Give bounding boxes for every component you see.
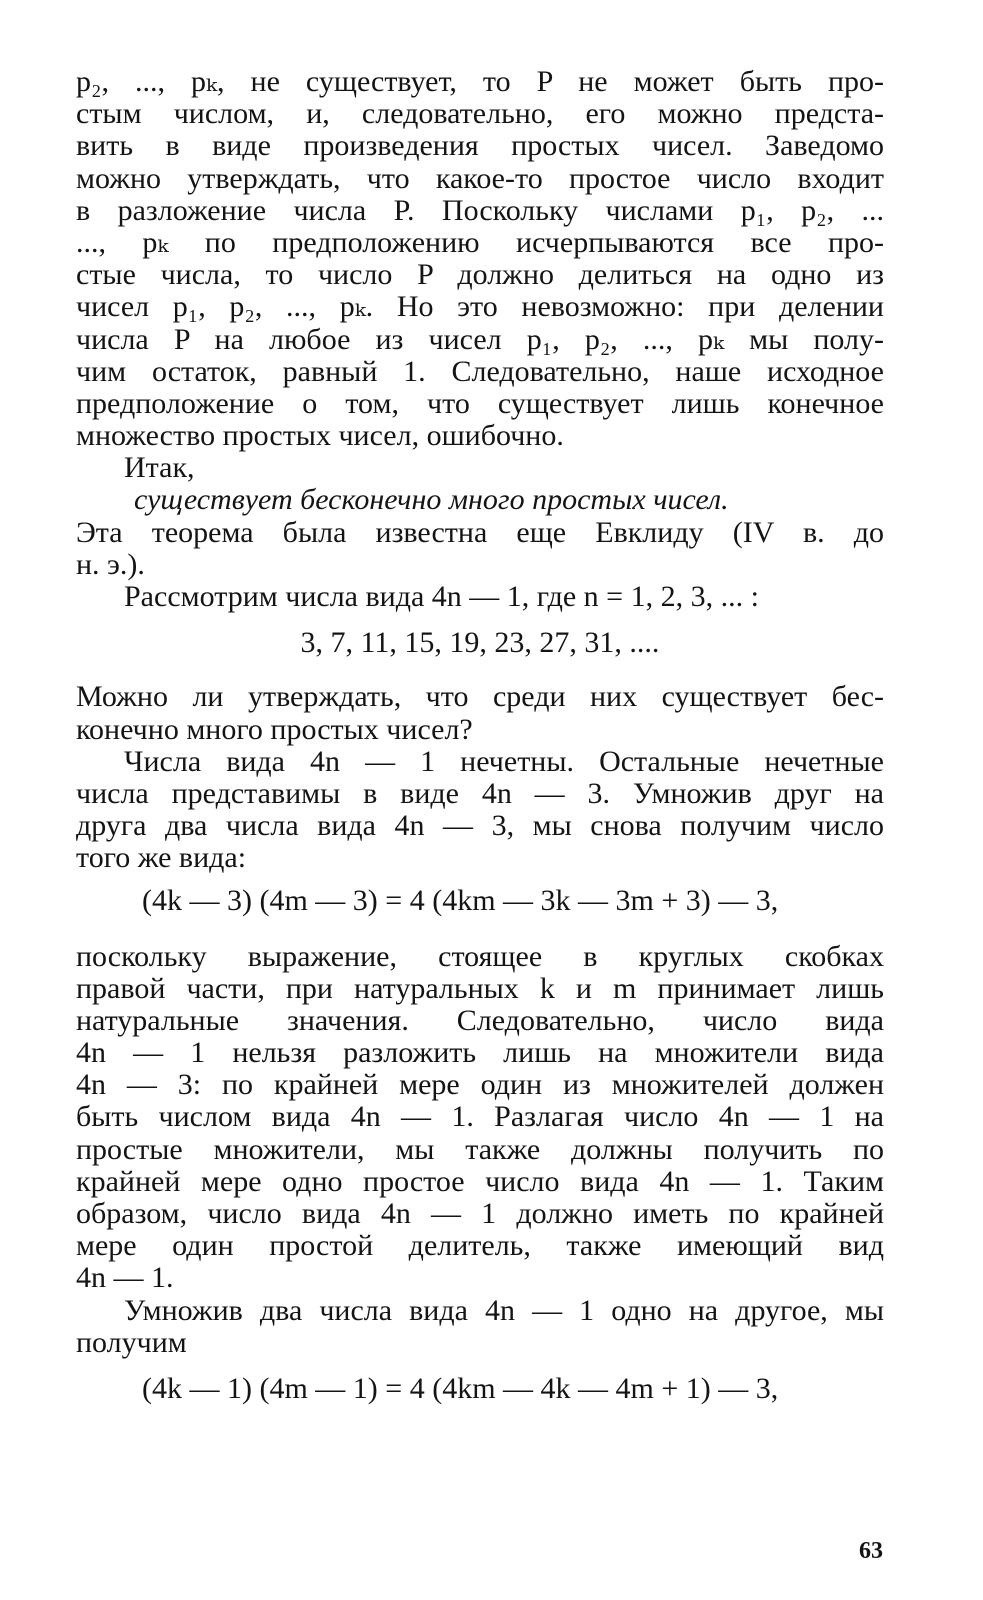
paragraph	[76, 1295, 884, 1359]
text-line: 4n — 1 нельзя разложить лишь на множители вида	[76, 1037, 884, 1070]
text-line: Умножив два числа вида 4n — 1 одно на другое, мы	[124, 1294, 884, 1327]
text-line: множество простых чисел, ошибочно.	[76, 419, 564, 453]
text-line: стые числа, то число P должно делиться на одно из	[76, 259, 884, 292]
paragraph	[76, 517, 884, 581]
text-line: образом, число вида 4n — 1 должно иметь по крайней	[76, 1198, 884, 1230]
text-line: получим	[76, 1325, 187, 1359]
text-line: конечно много простых чисел?	[76, 712, 473, 746]
text-line: чим остаток, равный 1. Следовательно, наше исходное	[76, 355, 884, 388]
text-line: Числа вида 4n — 1 нечетны. Остальные нечетные	[124, 745, 884, 778]
text-line: числа представимы в виде 4n — 3. Умножив друг на	[76, 777, 884, 810]
formula-2: (4k — 1) (4m — 1) = 4 (4km — 4k — 4m + 1) — 3,	[142, 1371, 779, 1405]
text-line: того же вида:	[76, 841, 247, 875]
text-line: Можно ли утверждать, что среди них существует бес-	[76, 681, 884, 714]
page-number: 63	[859, 1538, 883, 1564]
text-line: быть числом вида 4n — 1. Разлагая число 4n — 1 на	[76, 1101, 884, 1134]
text-line: 4n — 3: по крайней мере один из множителей должен	[76, 1069, 884, 1102]
text-line: друга два числа вида 4n — 3, мы снова получим число	[76, 810, 884, 843]
formula-1: (4k — 3) (4m — 3) = 4 (4km — 3k — 3m + 3) — 3,	[142, 883, 779, 917]
paragraph	[76, 66, 884, 452]
itak-line: Итак,	[124, 451, 195, 485]
text-line: поскольку выражение, стоящее в круглых скобках	[76, 940, 884, 973]
page-body	[76, 66, 884, 1407]
text-line: вить в виде произведения простых чисел. Заведомо	[76, 130, 884, 163]
paragraph	[76, 746, 884, 875]
text-line: в разложение числа P. Поскольку числами p₁, p₂, ...	[76, 194, 884, 227]
text-line: натуральные значения. Следовательно, число вида	[76, 1004, 884, 1037]
text-line: чисел p₁, p₂, ..., pₖ. Но это невозможно: при делении	[76, 291, 884, 324]
text-line: н. э.).	[76, 547, 145, 581]
paragraph	[76, 681, 884, 745]
text-line: числа P на любое из чисел p₁, p₂, ..., pₖ мы полу-	[76, 323, 884, 356]
text-line: правой части, при натуральных k и m принимает лишь	[76, 972, 884, 1005]
text-line: крайней мере одно простое число вида 4n — 1. Таким	[76, 1165, 884, 1198]
text-line: простые множители, мы также должны получить по	[76, 1133, 884, 1166]
text-line: 4n — 1.	[76, 1261, 174, 1295]
theorem-statement: существует бесконечно много простых чисел.	[134, 483, 729, 517]
consider-line: Рассмотрим числа вида 4n — 1, где n = 1, 2, 3, ... :	[124, 580, 759, 613]
text-line: Эта теорема была известна еще Евклиду (IV в. до	[76, 516, 884, 549]
text-line: ..., pₖ по предположению исчерпываются все про-	[76, 226, 884, 259]
text-line: мере один простой делитель, также имеющий вид	[76, 1230, 884, 1263]
paragraph	[76, 941, 884, 1295]
text-line: стым числом, и, следовательно, его можно предста-	[76, 98, 884, 131]
text-line: предположение о том, что существует лишь конечное	[76, 387, 884, 420]
text-line: можно утверждать, что какое-то простое число входит	[76, 162, 884, 195]
number-sequence: 3, 7, 11, 15, 19, 23, 27, 31, ....	[300, 626, 660, 660]
text-line: p₂, ..., pₖ, не существует, то P не может быть про-	[76, 66, 884, 98]
